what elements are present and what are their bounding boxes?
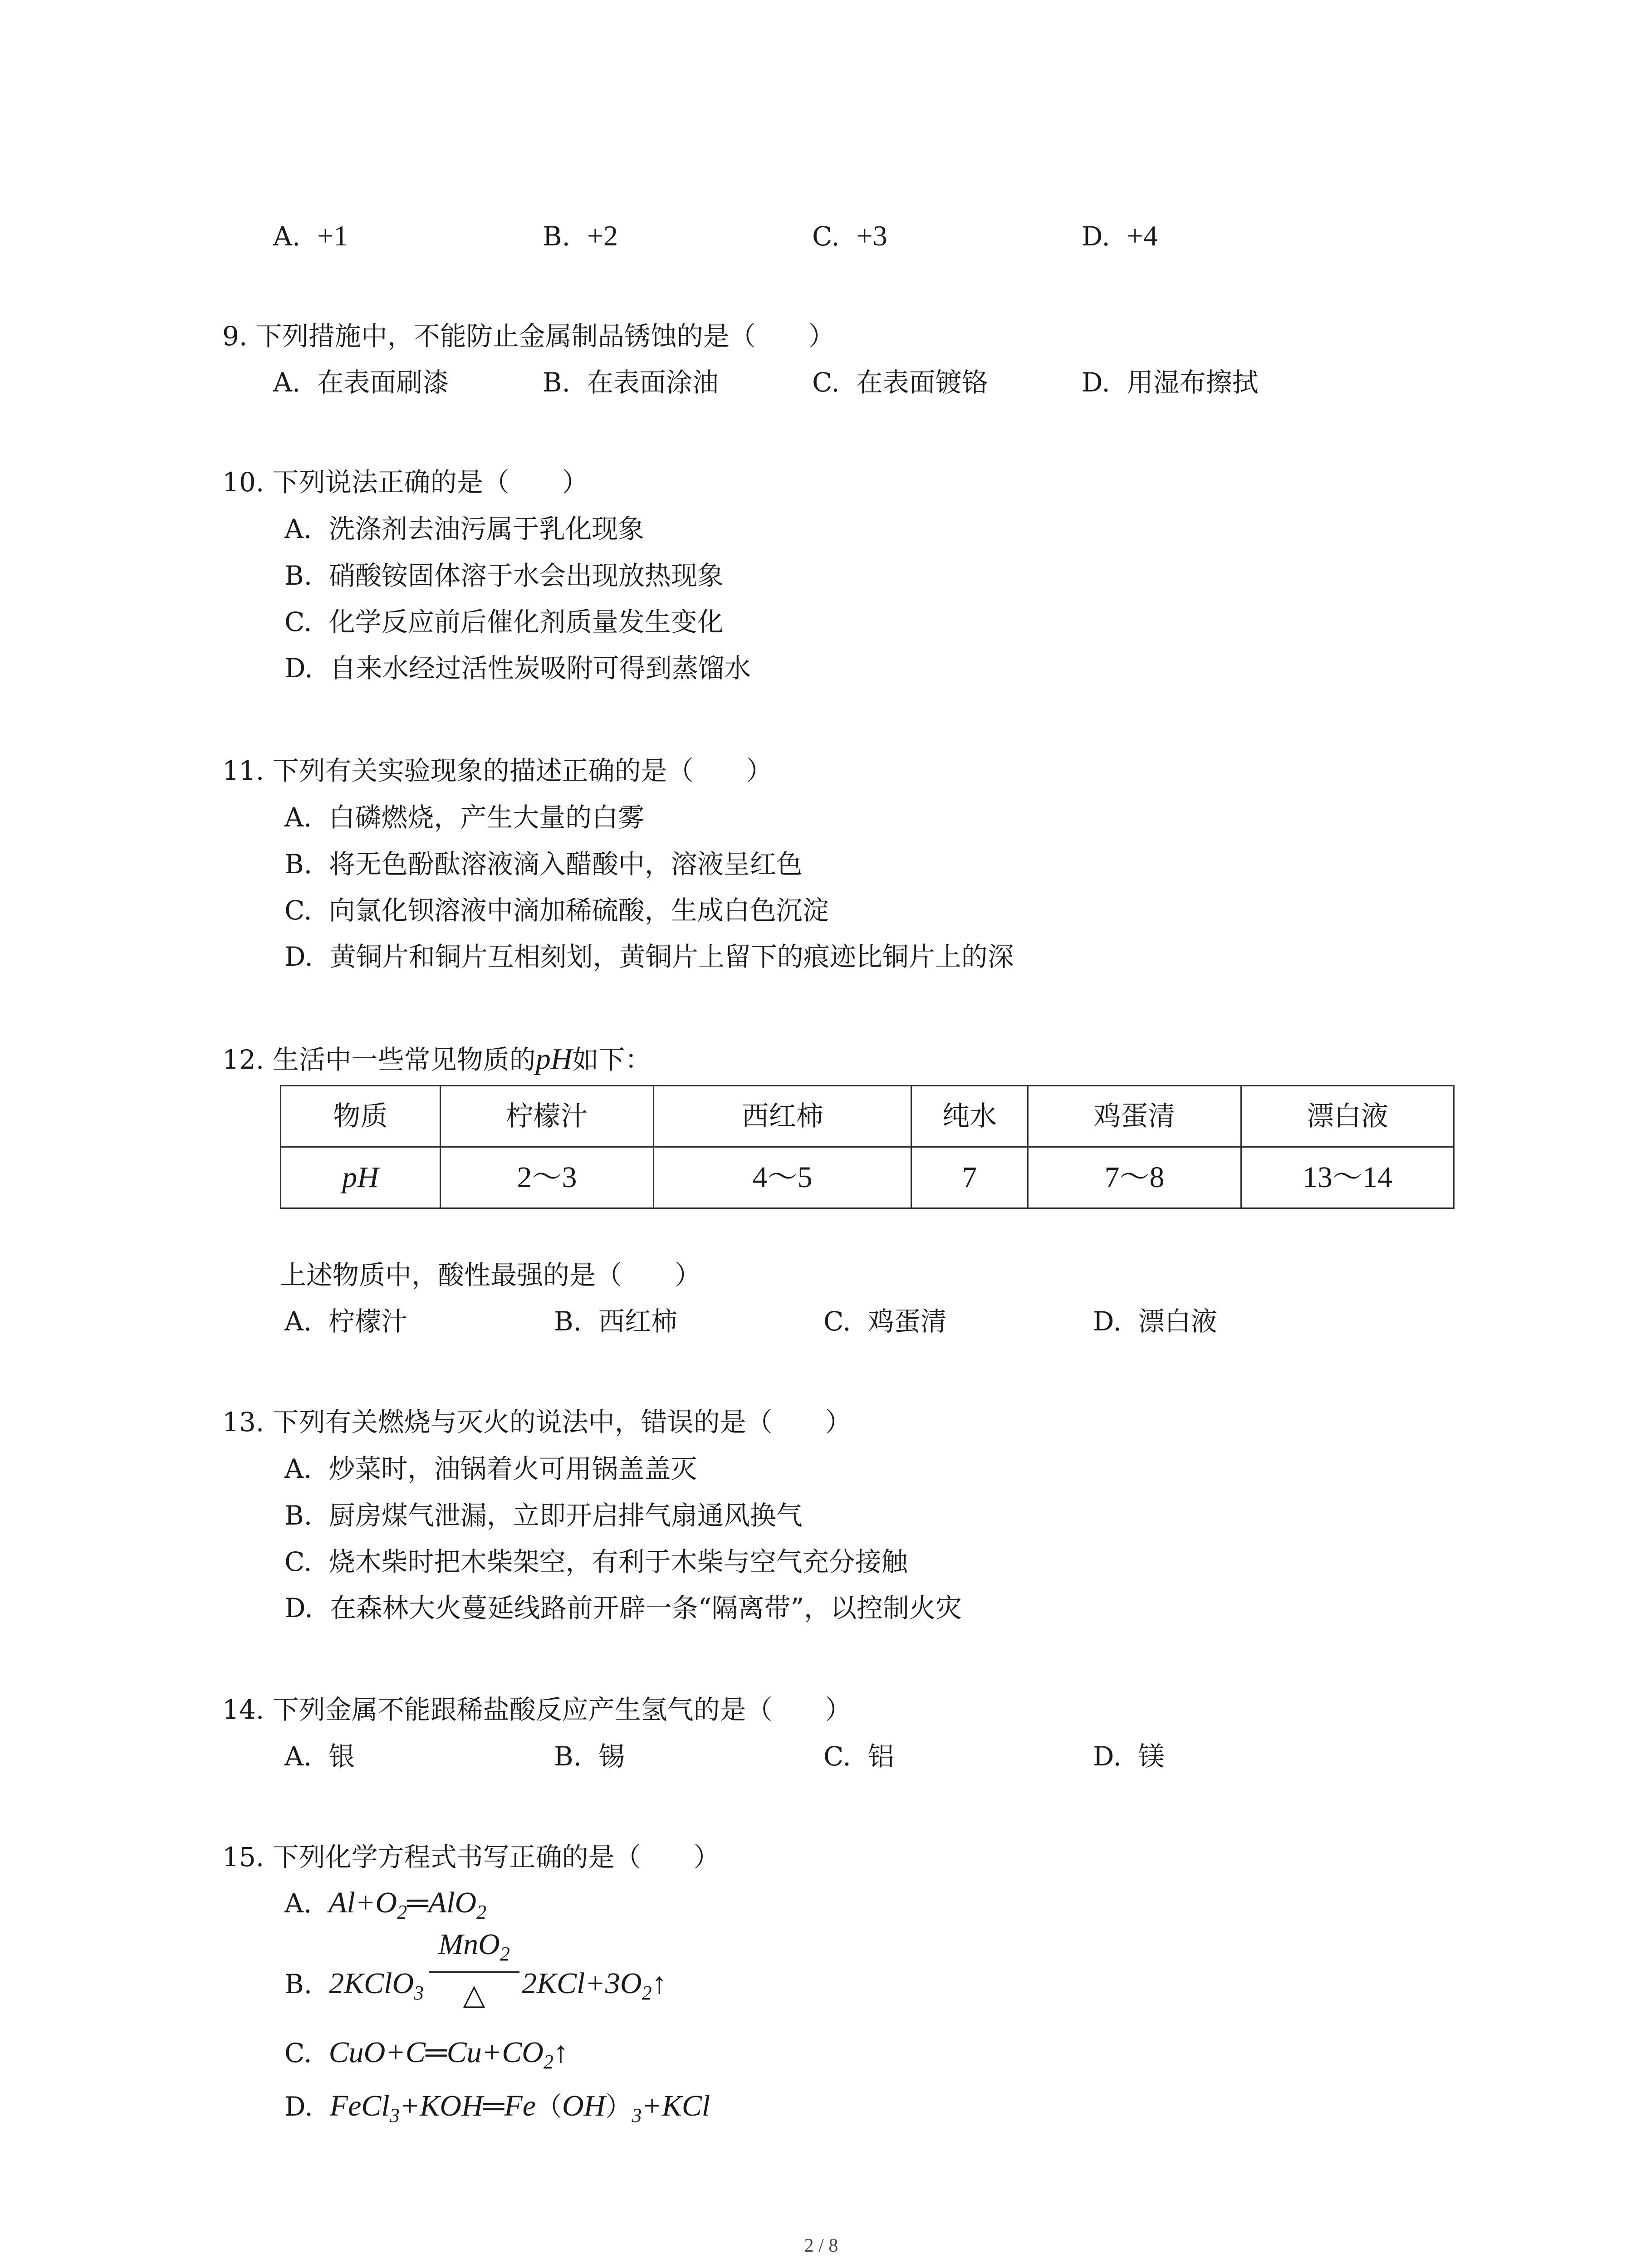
- q15-option-b: B. 2KClO$_3$: [284, 1967, 424, 2004]
- q9-option-c: C. 在表面镀铬: [812, 367, 988, 398]
- q10-option-b: B. 硝酸铵固体溶于水会出现放热现象: [284, 560, 724, 591]
- q9-option-b: B. 在表面涂油: [543, 367, 719, 398]
- q14-option-a: A. 银: [284, 1741, 355, 1772]
- q11-stem: 11. 下列有关实验现象的描述正确的是（ ）: [222, 755, 773, 786]
- q10-stem: 10. 下列说法正确的是（ ）: [222, 467, 588, 498]
- table-cell: 7: [911, 1147, 1028, 1208]
- q12-stem: 12. 生活中一些常见物质的pH如下：: [222, 1042, 652, 1075]
- q10-option-c: C. 化学反应前后催化剂质量发生变化: [284, 606, 724, 637]
- q15-option-d: D. $FeCl_3+KOH═Fe(OH)_3+KCl$: [284, 2089, 710, 2126]
- q8-option-a: A. +1: [273, 220, 348, 252]
- q9-option-d: D. 用湿布擦拭: [1082, 367, 1259, 398]
- q11-option-c: C. 向氯化钡溶液中滴加稀硫酸，生成白色沉淀: [284, 895, 829, 926]
- table-cell: 13～14: [1241, 1147, 1454, 1208]
- q15-option-c: C. $CuO+C═Cu+CO_2↑$: [284, 2036, 568, 2073]
- table-cell: 柠檬汁: [441, 1086, 654, 1147]
- heat-triangle-icon: △: [463, 1978, 485, 2012]
- q15-stem: 15. 下列化学方程式书写正确的是（ ）: [222, 1842, 720, 1872]
- q10-option-a: A. 洗涤剂去油污属于乳化现象: [284, 513, 645, 544]
- q13-option-d: D. 在森林大火蔓延线路前开辟一条“隔离带”，以控制火灾: [284, 1593, 962, 1623]
- q14-option-b: B. 锡: [554, 1741, 625, 1772]
- q8-option-c: C. +3: [812, 220, 887, 252]
- q9-option-a: A. 在表面刷漆: [273, 367, 449, 398]
- reaction-condition: MnO$_2$ △: [429, 1930, 519, 2016]
- q11-option-b: B. 将无色酚酞溶液滴入醋酸中，溶液呈红色: [284, 849, 803, 880]
- q12-option-d: D. 漂白液: [1093, 1306, 1217, 1337]
- ph-table-value-row: [281, 1147, 1454, 1208]
- table-cell: 7～8: [1028, 1147, 1241, 1208]
- q13-option-c: C. 烧木柴时把木柴架空，有利于木柴与空气充分接触: [284, 1546, 908, 1577]
- page-number: 2 / 8: [804, 2235, 838, 2256]
- q14-option-d: D. 镁: [1093, 1741, 1165, 1772]
- table-cell: pH: [281, 1147, 441, 1208]
- q11-option-d: D. 黄铜片和铜片互相刻划，黄铜片上留下的痕迹比铜片上的深: [284, 941, 1014, 972]
- table-cell: 西红柿: [654, 1086, 911, 1147]
- q13-stem: 13. 下列有关燃烧与灭火的说法中，错误的是（ ）: [222, 1407, 852, 1437]
- q8-option-b: B. +2: [543, 220, 618, 252]
- q12-question: 上述物质中，酸性最强的是（ ）: [280, 1260, 701, 1290]
- q15-option-b-products: $2KCl+3O_2↑$: [522, 1967, 667, 2004]
- table-cell: 2～3: [441, 1147, 654, 1208]
- q15-option-a: A. $Al+O_2═AlO_2$: [284, 1886, 487, 1923]
- q13-option-b: B. 厨房煤气泄漏，立即开启排气扇通风换气: [284, 1500, 803, 1531]
- q12-option-c: C. 鸡蛋清: [823, 1306, 947, 1337]
- table-cell: 鸡蛋清: [1028, 1086, 1241, 1147]
- q9-stem: 9. 下列措施中，不能防止金属制品锈蚀的是（ ）: [222, 321, 835, 352]
- ph-table: [280, 1085, 1455, 1209]
- ph-table-header-row: [281, 1086, 1454, 1147]
- q12-option-a: A. 柠檬汁: [284, 1306, 408, 1337]
- table-cell: 物质: [281, 1086, 441, 1147]
- q8-option-d: D. +4: [1082, 220, 1158, 252]
- q11-option-a: A. 白磷燃烧，产生大量的白雾: [284, 802, 645, 833]
- q12-option-b: B. 西红柿: [554, 1306, 677, 1337]
- table-cell: 漂白液: [1241, 1086, 1454, 1147]
- table-cell: 纯水: [911, 1086, 1028, 1147]
- q14-stem: 14. 下列金属不能跟稀盐酸反应产生氢气的是（ ）: [222, 1694, 852, 1725]
- q10-option-d: D. 自来水经过活性炭吸附可得到蒸馏水: [284, 653, 751, 684]
- q13-option-a: A. 炒菜时，油锅着火可用锅盖盖灭: [284, 1453, 697, 1484]
- table-cell: 4～5: [654, 1147, 911, 1208]
- q14-option-c: C. 铝: [823, 1741, 894, 1772]
